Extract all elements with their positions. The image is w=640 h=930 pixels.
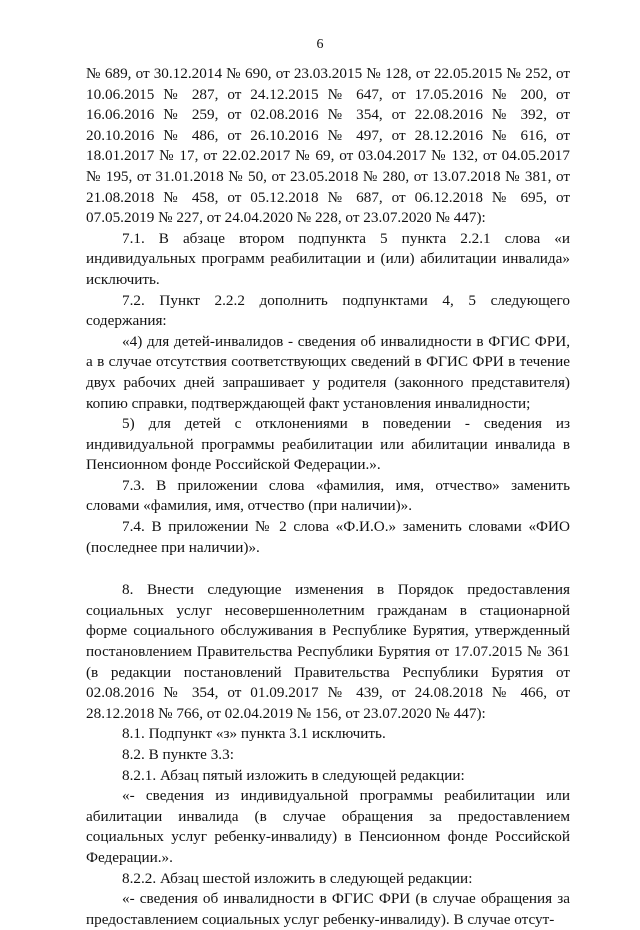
paragraph-8-2-1: 8.2.1. Абзац пятый изложить в следующей редакции: [122, 766, 465, 784]
paragraph-8-2-2-quote: «- сведения об инвалидности в ФГИС ФРИ (в случае обращения за предоставлением социальных услуг ребенку-инвалиду). В случае отсут- [86, 890, 570, 928]
paragraph-8-2-1-quote: «- сведения из индивидуальной программы реабилитации или абилитации инвалида (в случае обращения за предоставлением социальных услуг ребенку-инвалиду) в Пенсионном фонде Российской Федерации.». [86, 787, 570, 866]
paragraph-7-4: 7.4. В приложении № 2 слова «Ф.И.О.» заменить словами «ФИО (последнее при наличии)». [86, 518, 570, 556]
paragraph-8-1: 8.1. Подпункт «з» пункта 3.1 исключить. [122, 725, 386, 743]
paragraph-8-2: 8.2. В пункте 3.3: [122, 746, 234, 763]
paragraph-7-3: 7.3. В приложении слова «фамилия, имя, отчество» заменить словами «фамилия, имя, отчество (при наличии)». [86, 476, 570, 515]
page-number: 6 [316, 37, 324, 52]
paragraph-8-2-2: 8.2.2. Абзац шестой изложить в следующей редакции: [122, 869, 473, 887]
paragraph-7-1: 7.1. В абзаце втором подпункта 5 пункта 2.2.1 слова «и индивидуальных программ реабилитации и (или) абилитации инвалида» исключить. [86, 229, 570, 288]
paragraph-amendments-list: № 689, от 30.12.2014 № 690, от 23.03.2015 № 128, от 22.05.2015 № 252, от 10.06.2015 № 287, от 24.12.2015 № 647, от 17.05.2016 № 200, от 16.06.2016 № 259, от 02.08.2016 № 354, от 22.08.2016 № 392, от 20.10.2016 № 486, от 26.10.2016 № 497, от 28.12.2016 № 616, от 18.01.2017 № 17, от 22.02.2017 № 69, от 03.04.2017 № 132, от 04.05.2017 № 195, от 31.01.2018 № 50, от 23.05.2018 № 280, от 13.07.2018 № 381, от 21.08.2018 № 458, от 05.12.2018 № 687, от 06.12.2018 № 695, от 07.05.2019 № 227, от 24.04.2020 № 228, от 23.07.2020 № 447): [86, 65, 570, 227]
section-spacer [86, 558, 570, 580]
document-body [86, 64, 570, 930]
paragraph-8: 8. Внести следующие изменения в Порядок предоставления социальных услуг несовершеннолетним гражданам в стационарной форме социального обслуживания в Республике Бурятия, утвержденный постановлением Правительства Республики Бурятия от 17.07.2015 № 361 (в редакции постановлений Правительства Республики Бурятия от 02.08.2016 № 354, от 01.09.2017 № 439, от 24.08.2018 № 466, от 28.12.2018 № 766, от 02.04.2019 № 156, от 23.07.2020 № 447): [86, 581, 570, 722]
paragraph-7-2-sub-5: 5) для детей с отклонениями в поведении - сведения из индивидуальной программы реабилитации или абилитации инвалида в Пенсионном фонде Российской Федерации.». [86, 415, 570, 474]
paragraph-7-2-sub-4: «4) для детей-инвалидов - сведения об инвалидности в ФГИС ФРИ, а в случае отсутствия соответствующих сведений в ФГИС ФРИ в течение двух рабочих дней запрашивает у родителя (законного представителя) копию справки, подтверждающей факт установления инвалидности; [86, 332, 570, 412]
paragraph-7-2: 7.2. Пункт 2.2.2 дополнить подпунктами 4, 5 следующего содержания: [86, 291, 570, 330]
